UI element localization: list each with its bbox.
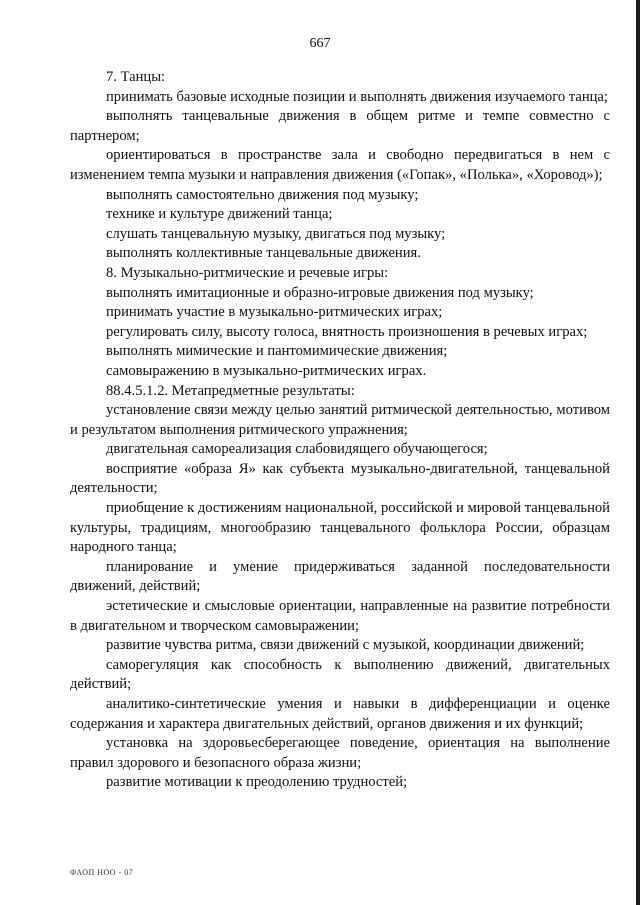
paragraph: технике и культуре движений танца; bbox=[106, 206, 333, 223]
paragraph: двигательная самореализация слабовидящего обучающегося; bbox=[106, 441, 488, 458]
paragraph: выполнять танцевальные движения в общем ритме и темпе совместно с партнером; bbox=[70, 108, 610, 144]
paragraph: саморегуляция как способность к выполнению движений, двигательных действий; bbox=[70, 656, 610, 693]
paragraph: установка на здоровьесберегающее поведение, ориентация на выполнение правил здорового и безопасного образа жизни; bbox=[70, 735, 610, 771]
paragraph: приобщение к достижениям национальной, российской и мировой танцевальной культуры, традициям, многообразию танцевального фольклора России, образцам народного танца; bbox=[70, 500, 610, 556]
paragraph: аналитико-синтетические умения и навыки в дифференциации и оценке содержания и характера двигательных действий, органов движения и их функций; bbox=[70, 696, 610, 732]
paragraph: 88.4.5.1.2. Метапредметные результаты: bbox=[106, 382, 355, 399]
paragraph: принимать базовые исходные позиции и выполнять движения изучаемого танца; bbox=[106, 88, 608, 105]
scan-edge bbox=[636, 0, 640, 905]
footer-code: ФАОП НОО - 07 bbox=[70, 868, 134, 877]
paragraph: эстетические и смысловые ориентации, направленные на развитие потребности в двигательном и творческом самовыражении; bbox=[70, 598, 610, 634]
paragraph: планирование и умение придерживаться заданной последовательности движений, действий; bbox=[70, 558, 610, 595]
paragraph: выполнять самостоятельно движения под музыку; bbox=[106, 186, 419, 203]
paragraph: выполнять мимические и пантомимические движения; bbox=[106, 343, 448, 360]
paragraph: слушать танцевальную музыку, двигаться под музыку; bbox=[106, 225, 446, 242]
body-text bbox=[70, 68, 610, 793]
paragraph: развитие мотивации к преодолению трудностей; bbox=[106, 774, 408, 791]
paragraph: принимать участие в музыкально-ритмических играх; bbox=[106, 304, 443, 321]
paragraph: самовыражению в музыкально-ритмических играх. bbox=[106, 362, 427, 379]
paragraph: развитие чувства ритма, связи движений с музыкой, координации движений; bbox=[106, 637, 585, 654]
paragraph: ориентироваться в пространстве зала и свободно передвигаться в нем с изменением темпа музыки и направления движения («Гопак», «Полька», «Хоровод»); bbox=[70, 147, 610, 183]
paragraph: регулировать силу, высоту голоса, внятность произношения в речевых играх; bbox=[106, 323, 588, 340]
page-number: 667 bbox=[309, 36, 331, 51]
paragraph: восприятие «образа Я» как субъекта музыкально-двигательной, танцевальной деятельности; bbox=[70, 460, 610, 497]
paragraph: 7. Танцы: bbox=[106, 69, 166, 85]
paragraph: выполнять коллективные танцевальные движения. bbox=[106, 245, 421, 262]
paragraph: 8. Музыкально-ритмические и речевые игры: bbox=[106, 264, 389, 281]
paragraph: установление связи между целью занятий ритмической деятельностью, мотивом и результатом выполнения ритмического упражнения; bbox=[70, 402, 610, 438]
paragraph: выполнять имитационные и образно-игровые движения под музыку; bbox=[106, 284, 534, 301]
